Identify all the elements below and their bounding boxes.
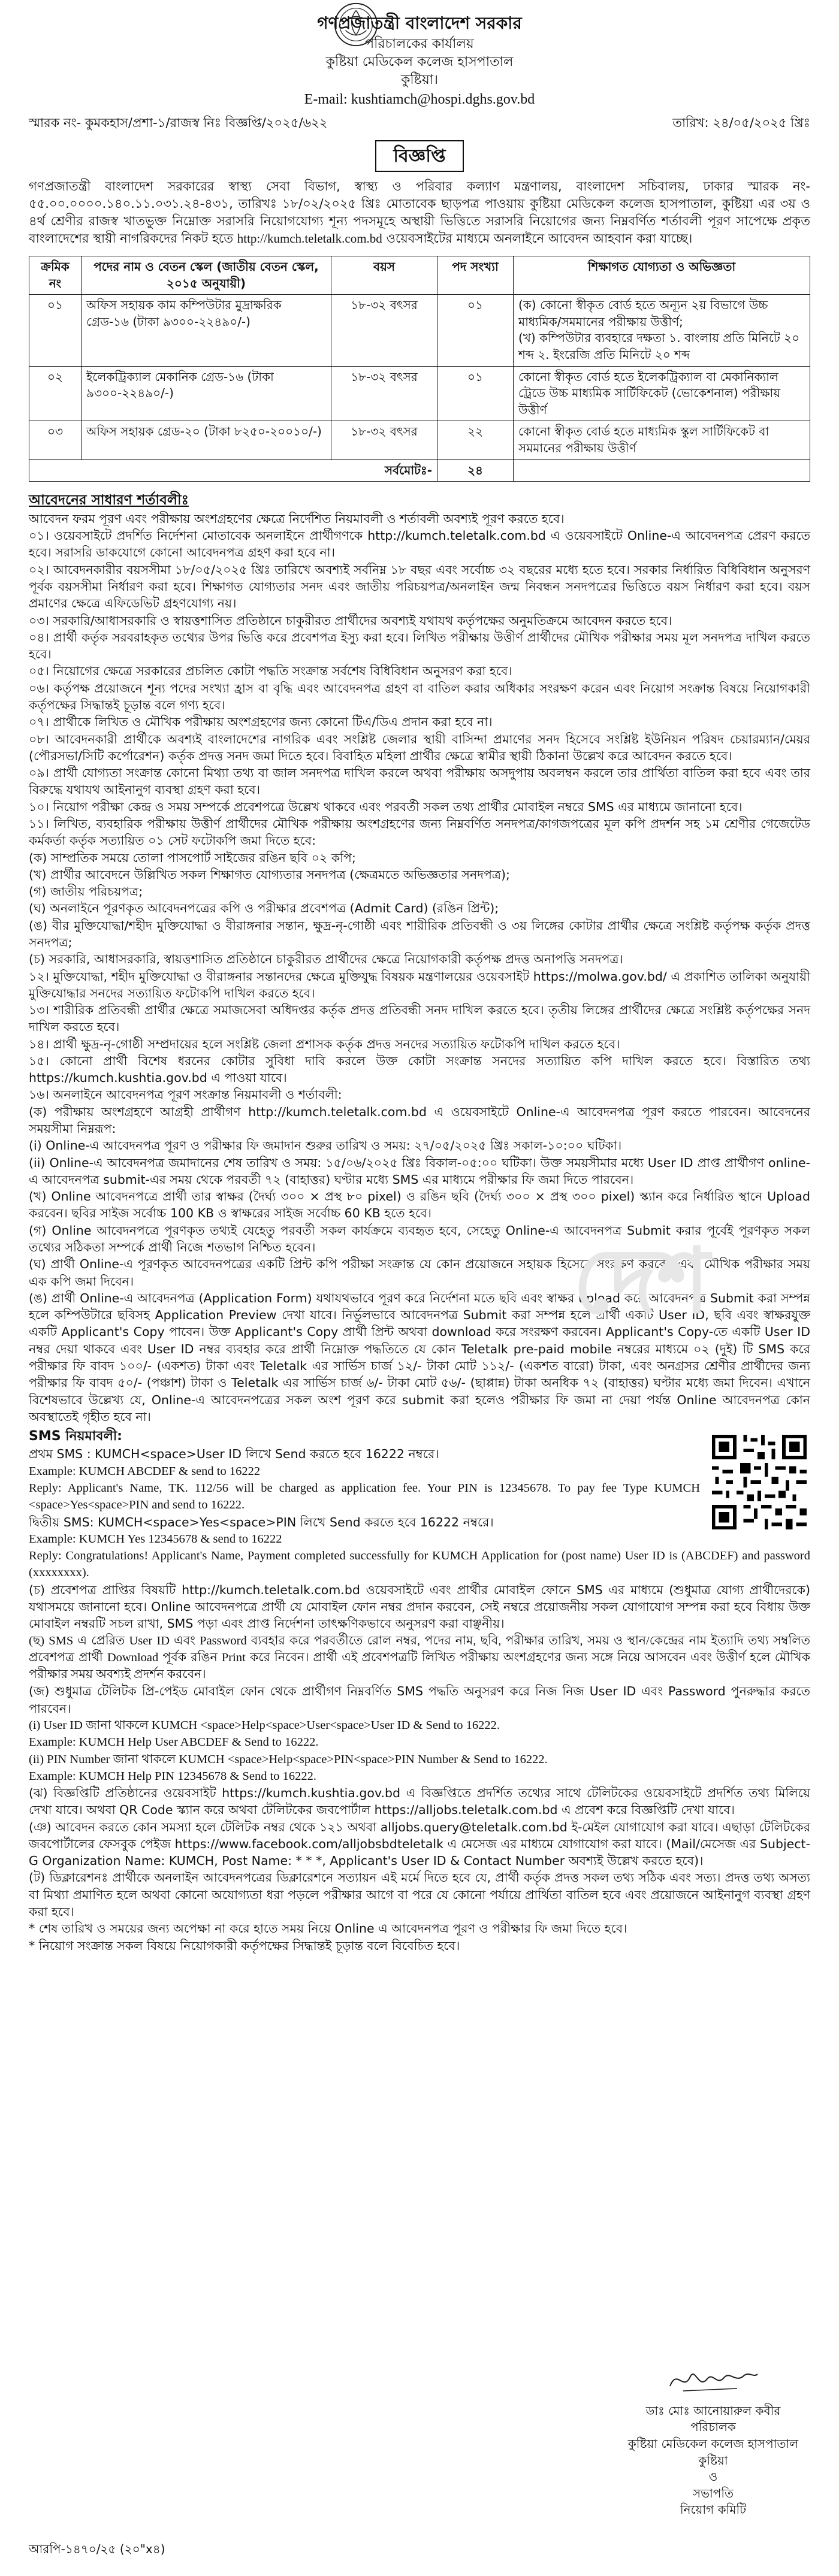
sms-line: (ট) ডিক্লারেশনঃ প্রার্থীকে অনলাইন আবেদনপত্রের ডিক্লারেশনে সত্যায়ন এই মর্মে দিতে হবে যে, প্রার্থী কর্তৃক প্রদত্ত সকল তথ্য সঠিক এবং সত্য। প্রদত্ত তথ্য অসত্য বা মিথ্যা প্রমাণিত হলে অথবা কোনো অযোগ্যতা ধরা পড়লে পরীক্ষার আগে বা পরে যে কোনো পর্যায়ে প্রার্থিতা বাতিল হবে এবং প্রয়োজনে আইনানুগ ব্যবস্থা গ্রহণ করা হবে। bbox=[29, 1870, 810, 1919]
table-header-row bbox=[29, 256, 810, 295]
condition-item: আবেদন ফরম পূরণ এবং পরীক্ষায় অংশগ্রহণের ক্ষেত্রে নির্দেশিত নিয়মাবলী ও শর্তাবলী অবশ্যই পূরণ করতে হবে। bbox=[29, 511, 565, 526]
signatory-chair: সভাপতি bbox=[692, 2486, 734, 2501]
sms-line: (জ) শুধুমাত্র টেলিটক প্রি-পেইড মোবাইল ফোন থেকে প্রার্থীগণ নিম্নবর্ণিত SMS পদ্ধতি অনুসরণ করে নিজ নিজ User ID এবং Password পুনরুদ্ধার করতে পারবেন। bbox=[29, 1684, 810, 1716]
email-address[interactable]: E-mail: kushtiamch@hospi.dghs.gov.bd bbox=[304, 91, 535, 107]
sms-line: (চ) প্রবেশপত্র প্রাপ্তির বিষয়টি http://kumch.teletalk.com.bd ওয়েবসাইটে এবং প্রার্থীর মোবাইল ফোনে SMS এর মাধ্যমে (শুধুমাত্র যোগ্য প্রার্থীদেরকে) যথাসময়ে জানানো হবে। Online আবেদনপত্রে প্রার্থী যে মোবাইল ফোন নম্বর প্রদান করবেন, সেই নম্বরে প্রয়োজনীয় সকল যোগাযোগ সম্পন্ন করা হবে বিধায় উক্ত মোবাইল নম্বরটি সচল রাখা, SMS পড়া এবং প্রাপ্ত নির্দেশনা তাৎক্ষণিকভাবে অনুসরণ করা বাঞ্ছনীয়। bbox=[29, 1582, 810, 1631]
cell-qualification: কোনো স্বীকৃত বোর্ড হতে মাধ্যমিক স্কুল সার্টিফিকেট বা সমমানের পরীক্ষায় উত্তীর্ণ bbox=[514, 421, 810, 459]
sms-line: Example: KUMCH Yes 12345678 & send to 16222 bbox=[29, 1532, 282, 1546]
condition-item: (খ) Online আবেদনপত্রে প্রার্থী তার স্বাক্ষর (দৈর্ঘ্য ৩০০ × প্রস্থ ৮০ pixel) ও রঙিন ছবি (দৈর্ঘ্য ৩০০ × প্রস্থ ৩০০ pixel) স্ক্যান করে নির্ধারিত স্থানে Upload করবেন। ছবির সাইজ সর্বোচ্চ 100 KB ও স্বাক্ষরের সাইজ সর্বোচ্চ 60 KB হতে হবে। bbox=[29, 1189, 810, 1221]
condition-item: (খ) প্রার্থীর আবেদনে উল্লিখিত সকল শিক্ষাগত যোগ্যতার সনদপত্র (ক্ষেত্রমতে অভিজ্ঞতার সনদপত্র); bbox=[29, 867, 510, 882]
sms-line: Reply: Applicant's Name, TK. 112/56 will be charged as application fee. Your PIN is 12345678. To pay fee Type KUMCH <space>Yes<space>PIN and send to 16222. bbox=[29, 1481, 700, 1512]
conditions-title: আবেদনের সাধারণ শর্তাবলীঃ bbox=[29, 492, 189, 509]
intro-paragraph bbox=[29, 178, 810, 247]
intro-tail: ওয়েবসাইটের মাধ্যমে অনলাইনে আবেদন আহবান করা যাচ্ছে। bbox=[386, 231, 693, 246]
cell-serial: ০২ bbox=[29, 366, 82, 421]
office-name: পরিচালকের কার্যালয় bbox=[365, 36, 474, 52]
hospital-name: কুষ্টিয়া মেডিকেল কলেজ হাসপাতাল bbox=[325, 54, 514, 69]
cell-count: ০১ bbox=[437, 295, 514, 366]
signatory-committee: নিয়োগ কমিটি bbox=[680, 2502, 747, 2517]
cell-qualification: (ক) কোনো স্বীকৃত বোর্ড হতে অন্যূন ২য় বিভাগে উচ্চ মাধ্যমিক/সমমানের পরীক্ষায় উত্তীর্ণ; (খ) কম্পিউটার ব্যবহারে দক্ষতা ১. বাংলায় প্রতি মিনিটে ২০ শব্দ ২. ইংরেজি প্রতি মিনিটে ২০ শব্দ bbox=[514, 295, 810, 366]
total-label: সর্বমোটঃ- bbox=[29, 459, 437, 482]
cell-qualification: কোনো স্বীকৃত বোর্ড হতে ইলেকট্রিক্যাল বা মেকানিক্যাল ট্রেডে উচ্চ মাধ্যমিক সার্টিফিকেট (ভোকেশনাল) পরীক্ষায় উত্তীর্ণ bbox=[514, 366, 810, 421]
signature-block bbox=[623, 2362, 803, 2518]
cell-post: অফিস সহায়ক কাম কম্পিউটার মুদ্রাক্ষরিক গ্রেড-১৬ (টাকা ৯৩০০-২২৪৯০/-) bbox=[82, 295, 331, 366]
signatory-city: কুষ্টিয়া bbox=[698, 2453, 728, 2468]
condition-item: (ঘ) অনলাইনে পূরণকৃত আবেদনপত্রের কপি ও পরীক্ষার প্রবেশপত্র (Admit Card) (রঙিন প্রিন্ট); bbox=[29, 901, 499, 916]
cell-age: ১৮-৩২ বৎসর bbox=[331, 366, 437, 421]
memo-date: তারিখ: ২৪/০৫/২০২৫ খ্রিঃ bbox=[672, 115, 810, 130]
sms-line: Reply: Congratulations! Applicant's Name, Payment completed successfully for KUMCH Application for (post name) User ID is (ABCDEF) and password (xxxxxxxx). bbox=[29, 1549, 810, 1580]
signatory-designation: পরিচালক bbox=[690, 2420, 736, 2435]
condition-item: ০৮। আবেদনকারী প্রার্থীকে অবশ্যই বাংলাদেশের নাগরিক এবং সংশ্লিষ্ট জেলার স্থায়ী বাসিন্দা প্রমাণের সনদ হিসেবে সংশ্লিষ্ট ইউনিয়ন পরিষদ চেয়ারম্যান/মেয়র (পৌরসভা/সিটি কর্পোরেশন) কর্তৃক প্রদত্ত সনদ জমা দিতে হবে। বিবাহিত মহিলা প্রার্থীর ক্ষেত্রে স্বামীর স্থায়ী ঠিকানা উল্লেখ করে আবেদন করতে হবে। bbox=[29, 731, 810, 763]
cell-serial: ০১ bbox=[29, 295, 82, 366]
header-serial: ক্রমিক নং bbox=[29, 256, 82, 295]
cell-serial: ০৩ bbox=[29, 421, 82, 459]
total-value: ২৪ bbox=[437, 459, 514, 482]
title-wrap bbox=[29, 140, 810, 172]
condition-item: (গ) Online আবেদনপত্রে পূরণকৃত তথ্যই যেহেতু পরবর্তী সকল কার্যক্রমে ব্যবহৃত হবে, সেহেতু Online-এ আবেদনপত্র Submit করার পূর্বেই পূরণকৃত সকল তথ্যের সঠিকতা সম্পর্কে প্রার্থী নিজে শতভাগ নিশ্চিত হবেন। bbox=[29, 1223, 810, 1254]
sms-line: (ঞ) আবেদন করতে কোন সমস্যা হলে টেলিটক নম্বর থেকে ১২১ অথবা alljobs.query@teletalk.com.bd ই-মেইল যোগাযোগ করা যাবে। এছাড়া টেলিটকের জবপোর্টালের ফেসবুক পেইজ https://www.facebook.com/alljobsbdteletalk এ মেসেজ এর মাধ্যমে যোগাযোগ করা যাবে। (Mail/মেসেজ এর Subject-G Organization Name: KUMCH, Post Name: * * *, Applicant's User ID & Contact Number অবশ্যই উল্লেখ করতে হবে)। bbox=[29, 1819, 810, 1868]
sms-list bbox=[29, 1446, 810, 1954]
sms-line: (ছ) SMS এ প্রেরিত User ID এবং Password ব্যবহার করে পরবর্তীতে রোল নম্বর, পদের নাম, ছবি, পরীক্ষার তারিখ, সময় ও স্থান/কেন্দ্রের নাম ইত্যাদি তথ্য সম্বলিত প্রবেশপত্র প্রার্থী Download পূর্বক রঙিন Print করে নিবেন। প্রার্থী এই প্রবেশপত্রটি লিখিত পরীক্ষায় অংশগ্রহণের জন্য সঙ্গে নিয়ে আসবেন এবং উত্তীর্ণ হলে মৌখিক পরীক্ষার সময় অবশ্যই প্রদর্শন করবেন। bbox=[29, 1634, 810, 1682]
cell-age: ১৮-৩২ বৎসর bbox=[331, 421, 437, 459]
sms-line: (i) User ID জানা থাকলে KUMCH <space>Help<space>User<space>User ID & Send to 16222. bbox=[29, 1718, 500, 1732]
condition-item: ১৬। অনলাইনে আবেদনপত্র পূরণ সংক্রান্ত নিয়মাবলী ও শর্তাবলী: bbox=[29, 1087, 342, 1102]
notice-title: বিজ্ঞপ্তি bbox=[375, 140, 463, 172]
signatory-name: ডাঃ মোঃ আনোয়ারুল কবীর bbox=[645, 2403, 781, 2418]
posts-table bbox=[29, 256, 810, 482]
condition-item: (ঘ) প্রার্থী Online-এ পূরণকৃত আবেদনপত্রের একটি প্রিন্ট কপি পরীক্ষা সংক্রান্ত যে কোন প্রয়োজনে সহায়ক হিসেবে সংরক্ষণ করবেন এবং মৌখিক পরীক্ষার সময় এক কপি জমা দিবেন। bbox=[29, 1257, 810, 1289]
sms-line: * নিয়োগ সংক্রান্ত সকল বিষয়ে নিয়োগকারী কর্তৃপক্ষের সিদ্ধান্তই চূড়ান্ত বলে বিবেচিত হবে। bbox=[29, 1938, 460, 1953]
condition-item: ০৭। প্রার্থীকে লিখিত ও মৌখিক পরীক্ষায় অংশগ্রহণের জন্য কোনো টিএ/ডিএ প্রদান করা হবে না। bbox=[29, 715, 493, 730]
condition-item: ১০। নিয়োগ পরীক্ষা কেন্দ্র ও সময় সম্পর্কে প্রবেশপত্রে উল্লেখ থাকবে এবং পরবর্তী সকল তথ্য প্রার্থীর মোবাইল নম্বরে SMS এর মাধ্যমে জানানো হবে। bbox=[29, 799, 743, 814]
condition-item: ০১। ওয়েবসাইটে প্রদর্শিত নির্দেশনা মোতাবেক অনলাইনে প্রার্থীগণকে http://kumch.teletalk.com.bd এ ওয়েবসাইটে Online-এ আবেদনপত্র প্রেরণ করতে হবে। সরাসরি ডাকযোগে কোনো আবেদনপত্র গ্রহণ করা হবে না। bbox=[29, 528, 810, 560]
intro-text: গণপ্রজাতন্ত্রী বাংলাদেশ সরকারের স্বাস্থ্য সেবা বিভাগ, স্বাস্থ্য ও পরিবার কল্যাণ মন্ত্রণালয়, বাংলাদেশ সচিবালয়, ঢাকার স্মারক নং- ৫৫.০০.০০০০.১৪০.১১.০৩১.২৪-৪৩১, তারিখঃ ১৮/০২/২০২৫ খ্রিঃ মোতাবেক ছাড়পত্র পাওয়ায় কুষ্টিয়া মেডিকেল কলেজ হাসপাতাল, কুষ্টিয়া এর ৩য় ও ৪র্থ শ্রেণীর রাজস্ব খাতভুক্ত নিম্নোক্ত সরাসরি নিয়োগযোগ্য শূন্য পদসমূহে অস্থায়ী ভিত্তিতে সরাসরি নিয়োগের জন্য নিম্নবর্ণিত শর্তাবলী পূরণ সাপেক্ষে প্রকৃত বাংলাদেশের স্থায়ী নাগরিকদের নিকট হতে bbox=[29, 179, 810, 246]
sms-section bbox=[29, 1428, 810, 1954]
sms-line: (ii) PIN Number জানা থাকলে KUMCH <space>Help<space>PIN<space>PIN Number & Send to 16222. bbox=[29, 1752, 548, 1766]
sms-line: Example: KUMCH ABCDEF & send to 16222 bbox=[29, 1464, 261, 1478]
sms-line: (ঝ) বিজ্ঞপ্তিটি প্রতিষ্ঠানের ওয়েবসাইট https://kumch.kushtia.gov.bd এ বিজ্ঞপ্তিতে প্রদর্শিত তথ্যের সাথে টেলিটকের ওয়েবসাইটে প্রদর্শিত তথ্য মিলিয়ে দেখা যাবে। অথবা QR Code স্ক্যান করে অথবা টেলিটকের জবপোর্টাল https://alljobs.teletalk.com.bd এ প্রবেশ করে বিজ্ঞপ্তিটি দেখা যাবে। bbox=[29, 1786, 810, 1818]
condition-item: ১১। লিখিত, ব্যবহারিক পরীক্ষায় উত্তীর্ণ প্রার্থীদের মৌখিক পরীক্ষায় অংশগ্রহণের জন্য নিম্নবর্ণিত সনদপত্র/কাগজপত্রের মূল কপি প্রদর্শন সহ ১ম শ্রেণীর গেজেটেড কর্মকর্তা কর্তৃক সত্যায়িত ০১ সেট ফটোকপি জমা দিতে হবে: bbox=[29, 816, 810, 848]
cell-count: ২২ bbox=[437, 421, 514, 459]
sms-line: প্রথম SMS : KUMCH<space>User ID লিখে Send করতে হবে 16222 নম্বরে। bbox=[29, 1447, 439, 1462]
condition-item: ০৯। প্রার্থী যোগ্যতা সংক্রান্ত কোনো মিথ্যা তথ্য বা জাল সনদপত্র দাখিল করলে অথবা পরীক্ষায় অসদুপায় অবলম্বন করলে তার প্রার্থিতা বাতিল করা হবে এবং তার বিরুদ্ধে যথাযথ আইনানুগ ব্যবস্থা গ্রহণ করা হবে। bbox=[29, 766, 810, 797]
condition-item: ০৩। সরকারি/আধাসরকারি ও স্বায়ত্তশাসিত প্রতিষ্ঠানে চাকুরীরত প্রার্থীদের অবশ্যই যথাযথ কর্তৃপক্ষের অনুমতিক্রমে আবেদন করতে হবে। bbox=[29, 613, 672, 628]
sms-title: SMS নিয়মাবলী: bbox=[29, 1429, 122, 1444]
city-name: কুষ্টিয়া। bbox=[400, 72, 439, 88]
cell-post: ইলেকট্রিক্যাল মেকানিক গ্রেড-১৬ (টাকা ৯৩০০-২২৪৯০/-) bbox=[82, 366, 331, 421]
condition-item: (গ) জাতীয় পরিচয়পত্র; bbox=[29, 884, 143, 899]
condition-item: (ঙ) বীর মুক্তিযোদ্ধা/শহীদ মুক্তিযোদ্ধা ও বীরাঙ্গনার সন্তান, ক্ষুদ্র-নৃ-গোষ্ঠী এবং শারীরিক প্রতিবন্ধী ও ৩য় লিঙ্গের কোটার প্রার্থীর ক্ষেত্রে সংশ্লিষ্ট কর্তৃপক্ষ কর্তৃক প্রদত্ত সনদপত্র; bbox=[29, 918, 810, 950]
table-row bbox=[29, 366, 810, 421]
government-name: গণপ্রজাতন্ত্রী বাংলাদেশ সরকার bbox=[317, 13, 522, 33]
condition-item: ০৬। কর্তৃপক্ষ প্রয়োজনে শূন্য পদের সংখ্যা হ্রাস বা বৃদ্ধি এবং আবেদনপত্র গ্রহণ বা বাতিল করার অধিকার সংরক্ষণ করেন এবং নিয়োগ সংক্রান্ত বিষয়ে নিয়োগকারী কর্তৃপক্ষের সিদ্ধান্তই চূড়ান্ত বলে গণ্য হবে। bbox=[29, 681, 810, 712]
condition-item: ১৪। প্রার্থী ক্ষুদ্র-নৃ-গোষ্ঠী সম্প্রদায়ের হলে সংশ্লিষ্ট জেলা প্রশাসক কর্তৃক প্রদত্ত সনদের সত্যায়িত ফটোকপি দাখিল করতে হবে। bbox=[29, 1036, 620, 1051]
header-age: বয়স bbox=[331, 256, 437, 295]
table-total-row bbox=[29, 459, 810, 482]
condition-item: (i) Online-এ আবেদনপত্র পূরণ ও পরীক্ষার ফি জমাদান শুরুর তারিখ ও সময়: ২৭/০৫/২০২৫ খ্রিঃ সকাল-১০:০০ ঘটিকা। bbox=[29, 1138, 622, 1153]
condition-item: (ক) সাম্প্রতিক সময়ে তোলা পাসপোর্ট সাইজের রঙিন ছবি ০২ কপি; bbox=[29, 850, 356, 865]
signatory-and: ও bbox=[708, 2469, 718, 2484]
condition-item: (ক) পরীক্ষায় অংশগ্রহণে আগ্রহী প্রার্থীগণ http://kumch.teletalk.com.bd এ ওয়েবসাইটে Online-এ আবেদনপত্র পূরণ করতে পারবেন। আবেদনের সময়সীমা নিম্নরূপ: bbox=[29, 1104, 810, 1136]
total-empty-cell bbox=[514, 459, 810, 482]
condition-item: ০২। আবেদনকারীর বয়সসীমা ১৮/০৫/২০২৫ খ্রিঃ তারিখে অবশ্যই সর্বনিম্ন ১৮ বছর এবং সর্বোচ্চ ৩২ বছরের মধ্যে হতে হবে। সরকার নির্ধারিত বিধিবিধান অনুসরণ পূর্বক বয়সসীমা নির্ধারণ করা হবে। শিক্ষাগত যোগ্যতার সনদ এবং জাতীয় পরিচয়পত্র/অনলাইন জন্ম নিবন্ধন সনদপত্রের ভিত্তিতে বয়স নির্ধারণ করা হবে। বয়স প্রমাণের ক্ষেত্রে এফিডেভিট গ্রহণযোগ্য নয়। bbox=[29, 562, 810, 611]
footer-code: আরপি-১৪৭০/২৫ (২০"x৪) bbox=[29, 2542, 165, 2557]
cell-post: অফিস সহায়ক গ্রেড-২০ (টাকা ৮২৫০-২০০১০/-) bbox=[82, 421, 331, 459]
sms-line: দ্বিতীয় SMS: KUMCH<space>Yes<space>PIN লিখে Send করতে হবে 16222 নম্বরে। bbox=[29, 1514, 494, 1529]
condition-item: (ii) Online-এ আবেদনপত্র জমাদানের শেষ তারিখ ও সময়: ১৫/০৬/২০২৫ খ্রিঃ বিকাল-০৫:০০ ঘটিকা। উক্ত সময়সীমার মধ্যে User ID প্রাপ্ত প্রার্থীগণ online-এ আবেদনপত্র submit-এর সময় থেকে পরবর্তী ৭২ (বাহাত্তর) ঘণ্টার মধ্যে SMS এর মাধ্যমে পরীক্ষার ফি জমা দিতে পারবেন। bbox=[29, 1155, 810, 1187]
condition-item: ১৫। কোনো প্রার্থী বিশেষ ধরনের কোটার সুবিধা দাবি করলে উক্ত কোটা সংক্রান্ত সনদের সত্যায়িত কপি দাখিল করতে হবে। বিস্তারিত তথ্য https://kumch.kushtia.gov.bd এ পাওয়া যাবে। bbox=[29, 1053, 810, 1086]
intro-url-link[interactable]: http://kumch.teletalk.com.bd bbox=[237, 231, 382, 246]
signature-mark bbox=[665, 2362, 761, 2398]
sms-line: * শেষ তারিখ ও সময়ের জন্য অপেক্ষা না করে হাতে সময় নিয়ে Online এ আবেদনপত্র পূরণ ও পরীক্ষার ফি জমা দিতে হবে। bbox=[29, 1921, 627, 1936]
cell-count: ০১ bbox=[437, 366, 514, 421]
sms-line: Example: KUMCH Help User ABCDEF & Send to 16222. bbox=[29, 1736, 319, 1749]
header-count: পদ সংখ্যা bbox=[437, 256, 514, 295]
conditions-list bbox=[29, 510, 810, 1425]
memo-number: স্মারক নং- কুমকহাস/প্রশা-১/রাজস্ব নিঃ বিজ্ঞপ্তি/২০২৫/৬২২ bbox=[29, 115, 328, 130]
header-post: পদের নাম ও বেতন স্কেল (জাতীয় বেতন স্কেল, ২০১৫ অনুযায়ী) bbox=[82, 256, 331, 295]
memo-row bbox=[29, 114, 810, 132]
table-row bbox=[29, 421, 810, 459]
condition-item: ১২। মুক্তিযোদ্ধা, শহীদ মুক্তিযোদ্ধা ও বীরাঙ্গনার সন্তানদের ক্ষেত্রে মুক্তিযুদ্ধ বিষয়ক মন্ত্রণালয়ের ওয়েবসাইট https://molwa.gov.bd/ এ প্রকাশিত তালিকা অনুযায়ী মুক্তিযোদ্ধার সনদের সত্যায়িত ফটোকপি দাখিল করতে হবে। bbox=[29, 969, 810, 1000]
table-row bbox=[29, 295, 810, 366]
condition-item: ০৫। নিয়োগের ক্ষেত্রে সরকারের প্রচলিত কোটা পদ্ধতি সংক্রান্ত সর্বশেষ বিধিবিধান অনুসরণ করা হবে। bbox=[29, 664, 512, 679]
condition-item: (চ) সরকারি, আধাসরকারি, স্বায়ত্তশাসিত প্রতিষ্ঠানে চাকুরীরত প্রার্থীদের ক্ষেত্রে নিয়োগকারী কর্তৃপক্ষ প্রদত্ত অনাপত্তি সনদপত্র। bbox=[29, 952, 623, 967]
sms-line: Example: KUMCH Help PIN 12345678 & Send to 16222. bbox=[29, 1769, 317, 1783]
qr-code-icon[interactable] bbox=[708, 1431, 810, 1533]
condition-item: ১৩। শারীরিক প্রতিবন্ধী প্রার্থীর ক্ষেত্রে সমাজসেবা অধিদপ্তর কর্তৃক প্রদত্ত প্রতিবন্ধী সনদ দাখিল করতে হবে। তৃতীয় লিঙ্গের প্রার্থীদের ক্ষেত্রে সংশ্লিষ্ট কর্তৃপক্ষের সনদ দাখিল করতে হবে। bbox=[29, 1003, 810, 1035]
signatory-hospital: কুষ্টিয়া মেডিকেল কলেজ হাসপাতাল bbox=[627, 2436, 799, 2451]
condition-item: ০৪। প্রার্থী কর্তৃক সরবরাহকৃত তথ্যের উপর ভিত্তি করে প্রবেশপত্র ইস্যু করা হবে। লিখিত পরীক্ষায় উত্তীর্ণ প্রার্থীদের মৌখিক পরীক্ষার সময় মূল সনদপত্র দাখিল করতে হবে। bbox=[29, 630, 810, 662]
header-qualification: শিক্ষাগত যোগ্যতা ও অভিজ্ঞতা bbox=[514, 256, 810, 295]
watermark-text: দেশ bbox=[572, 1229, 710, 1334]
notice-header bbox=[29, 12, 810, 110]
cell-age: ১৮-৩২ বৎসর bbox=[331, 295, 437, 366]
condition-item: (ঙ) প্রার্থী Online-এ আবেদনপত্র (Application Form) যথাযথভাবে পূরণ করে নির্দেশনা মতে ছবি এবং স্বাক্ষর upload করে আবেদনপত্র Submit করা সম্পন্ন হলে কম্পিউটারে ছবিসহ Application Preview দেখা যাবে। নির্ভুলভাবে আবেদনপত্র Submit করা সম্পন্ন হলে প্রার্থী একটি User ID, ছবি এবং স্বাক্ষরযুক্ত একটি Applicant's Copy পাবেন। উক্ত Applicant's Copy প্রার্থী প্রিন্ট অথবা download করে সংরক্ষণ করবেন। Applicant's Copy-তে একটি User ID নম্বর দেয়া থাকবে এবং User ID নম্বর ব্যবহার করে প্রার্থী নিম্নোক্ত পদ্ধতিতে যে কোন Teletalk pre-paid mobile নম্বরের মাধ্যমে ০২ (দুই) টি SMS করে পরীক্ষার ফি বাবদ ১০০/- (একশত) টাকা এবং Teletalk এর সার্ভিস চার্জ ১২/- টাকা মোট ১১২/- (একশত বারো) টাকা, এবং অনগ্রসর শ্রেণীর প্রার্থীদের জন্য পরীক্ষার ফি বাবদ ৫০/- (পঞ্চাশ) টাকা ও Teletalk এর সার্ভিস চার্জ ৬/- টাকা মোট ৫৬/- (ছাপ্পান্ন) টাকা অনধিক ৭২ (বাহাত্তর) ঘণ্টার মধ্যে জমা দিবেন। এখানে বিশেষভাবে উল্লেখ্য যে, Online-এ আবেদনপত্রের সকল অংশ পূরণ করে submit করা হলেও পরীক্ষার ফি জমা না দেয়া পর্যন্ত Online আবেদনপত্র কোন অবস্থাতেই গৃহীত হবে না। bbox=[29, 1290, 810, 1424]
